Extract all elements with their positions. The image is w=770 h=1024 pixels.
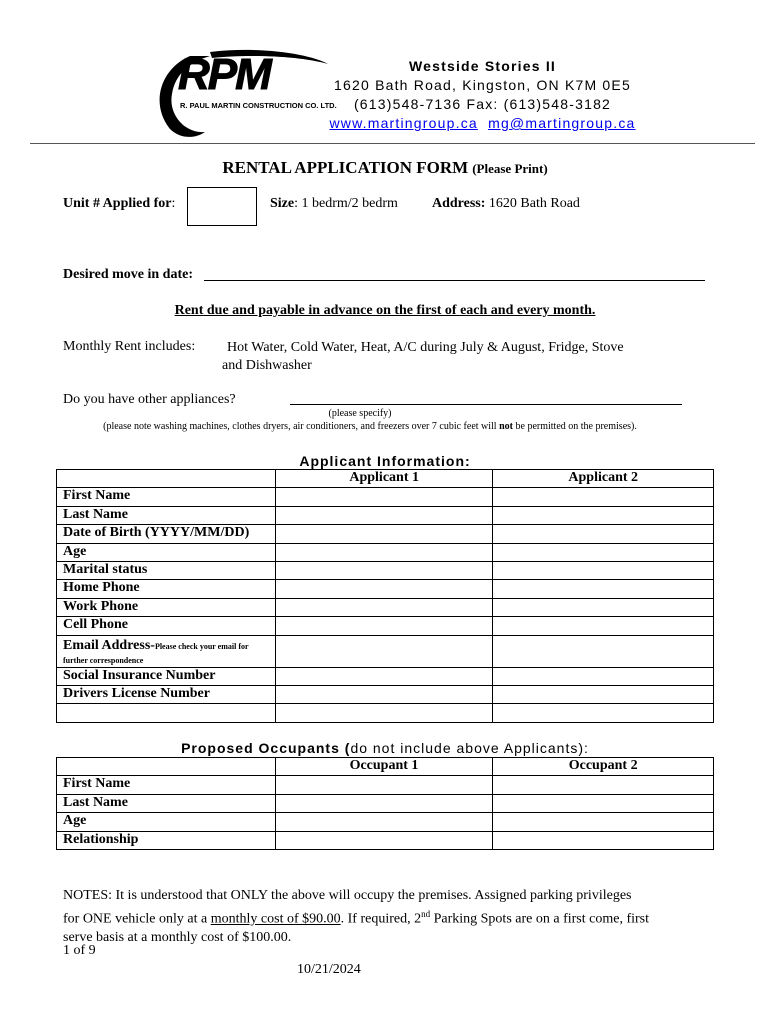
logo-subtext: R. PAUL MARTIN CONSTRUCTION CO. LTD. — [180, 101, 337, 110]
row-label: Last Name — [57, 794, 276, 812]
applicant-2-work-phone[interactable] — [493, 598, 714, 616]
applicant-2-marital[interactable] — [493, 561, 714, 579]
occupant-2-first-name[interactable] — [493, 776, 714, 794]
applicant-2-sin[interactable] — [493, 667, 714, 685]
move-in-input[interactable] — [204, 280, 705, 281]
row-label: Last Name — [57, 506, 276, 524]
company-logo — [150, 44, 337, 139]
applicant-1-work-phone[interactable] — [275, 598, 493, 616]
row-label: Social Insurance Number — [57, 667, 276, 685]
company-phone-fax: (613)548-7136 Fax: (613)548-3182 — [353, 96, 612, 112]
rent-includes-line1: Hot Water, Cold Water, Heat, A/C during July & August, Fridge, Stove — [227, 340, 624, 355]
applicant-1-dob[interactable] — [275, 525, 493, 543]
appliances-input[interactable] — [290, 404, 682, 405]
form-title: RENTAL APPLICATION FORM (Please Print) — [222, 158, 548, 177]
applicant-heading: Applicant Information: — [299, 453, 471, 469]
row-label: Drivers License Number — [57, 685, 276, 703]
row-label: Age — [57, 543, 276, 561]
website-link[interactable]: www.martingroup.ca — [329, 115, 478, 131]
notes — [63, 887, 743, 947]
rent-includes-line2: and Dishwasher — [222, 358, 312, 373]
applicant-1-header: Applicant 1 — [275, 470, 493, 488]
size-field: Size: 1 bedrm/2 bedrm — [270, 196, 398, 211]
email-row-label: Email Address-Please check your email for further correspondence — [57, 635, 276, 667]
company-address: 1620 Bath Road, Kingston, ON K7M 0E5 — [334, 77, 631, 93]
unit-label: Unit # Applied for: — [63, 196, 176, 211]
row-label: Relationship — [57, 831, 276, 849]
applicant-2-cell-phone[interactable] — [493, 617, 714, 635]
applicant-1-license[interactable] — [275, 685, 493, 703]
applicant-table — [56, 469, 714, 723]
email-link[interactable]: mg@martingroup.ca — [488, 115, 636, 131]
row-label: Home Phone — [57, 580, 276, 598]
notes-line3: serve basis at a monthly cost of $100.00. — [63, 929, 292, 945]
row-label: Marital status — [57, 561, 276, 579]
applicant-2-age[interactable] — [493, 543, 714, 561]
applicant-2-email[interactable] — [493, 635, 714, 667]
appliance-note: (please note washing machines, clothes dryers, air conditioners, and freezers over 7 cubic feet will not be permitted on the premises). — [103, 421, 637, 432]
address-field: Address: 1620 Bath Road — [432, 196, 580, 211]
applicant-2-first-name[interactable] — [493, 488, 714, 506]
notes-line1: NOTES: It is understood that ONLY the above will occupy the premises. Assigned parking privileges — [63, 888, 632, 903]
occupant-2-age[interactable] — [493, 813, 714, 831]
applicant-1-extra[interactable] — [275, 704, 493, 722]
row-label: Age — [57, 813, 276, 831]
row-label: First Name — [57, 776, 276, 794]
occupant-1-header: Occupant 1 — [275, 758, 493, 776]
page-number: 1 of 9 — [63, 943, 96, 958]
applicant-2-last-name[interactable] — [493, 506, 714, 524]
occupant-1-last-name[interactable] — [275, 794, 493, 812]
applicant-2-home-phone[interactable] — [493, 580, 714, 598]
occupant-2-header: Occupant 2 — [493, 758, 714, 776]
please-specify: (please specify) — [328, 408, 392, 419]
applicant-1-sin[interactable] — [275, 667, 493, 685]
rent-includes-label: Monthly Rent includes: — [63, 339, 196, 354]
applicant-1-last-name[interactable] — [275, 506, 493, 524]
occupants-table — [56, 757, 714, 850]
rent-notice: Rent due and payable in advance on the first of each and every month. — [174, 303, 596, 318]
occupant-2-last-name[interactable] — [493, 794, 714, 812]
applicant-1-cell-phone[interactable] — [275, 617, 493, 635]
row-label: Cell Phone — [57, 617, 276, 635]
occupants-heading: Proposed Occupants (do not include above Applicants): — [181, 740, 589, 756]
row-label: Date of Birth (YYYY/MM/DD) — [57, 525, 276, 543]
applicant-2-license[interactable] — [493, 685, 714, 703]
move-in-label: Desired move in date: — [63, 267, 193, 282]
unit-input[interactable] — [187, 187, 257, 226]
applicant-1-first-name[interactable] — [275, 488, 493, 506]
occupant-1-relationship[interactable] — [275, 831, 493, 849]
row-label: First Name — [57, 488, 276, 506]
footer-date: 10/21/2024 — [297, 962, 361, 977]
notes-line2: for ONE vehicle only at a monthly cost of $90.00. If required, 2nd Parking Spots are on a first come, first — [63, 909, 649, 927]
applicant-1-age[interactable] — [275, 543, 493, 561]
appliances-question: Do you have other appliances? — [63, 392, 236, 407]
applicant-1-email[interactable] — [275, 635, 493, 667]
row-label: Work Phone — [57, 598, 276, 616]
applicant-1-home-phone[interactable] — [275, 580, 493, 598]
header-divider — [30, 143, 755, 144]
occupant-2-relationship[interactable] — [493, 831, 714, 849]
occupant-1-age[interactable] — [275, 813, 493, 831]
applicant-2-extra[interactable] — [493, 704, 714, 722]
applicant-2-dob[interactable] — [493, 525, 714, 543]
applicant-2-header: Applicant 2 — [493, 470, 714, 488]
applicant-1-marital[interactable] — [275, 561, 493, 579]
occupant-1-first-name[interactable] — [275, 776, 493, 794]
company-name: Westside Stories II — [408, 58, 557, 74]
logo-text: RPM — [178, 50, 270, 99]
